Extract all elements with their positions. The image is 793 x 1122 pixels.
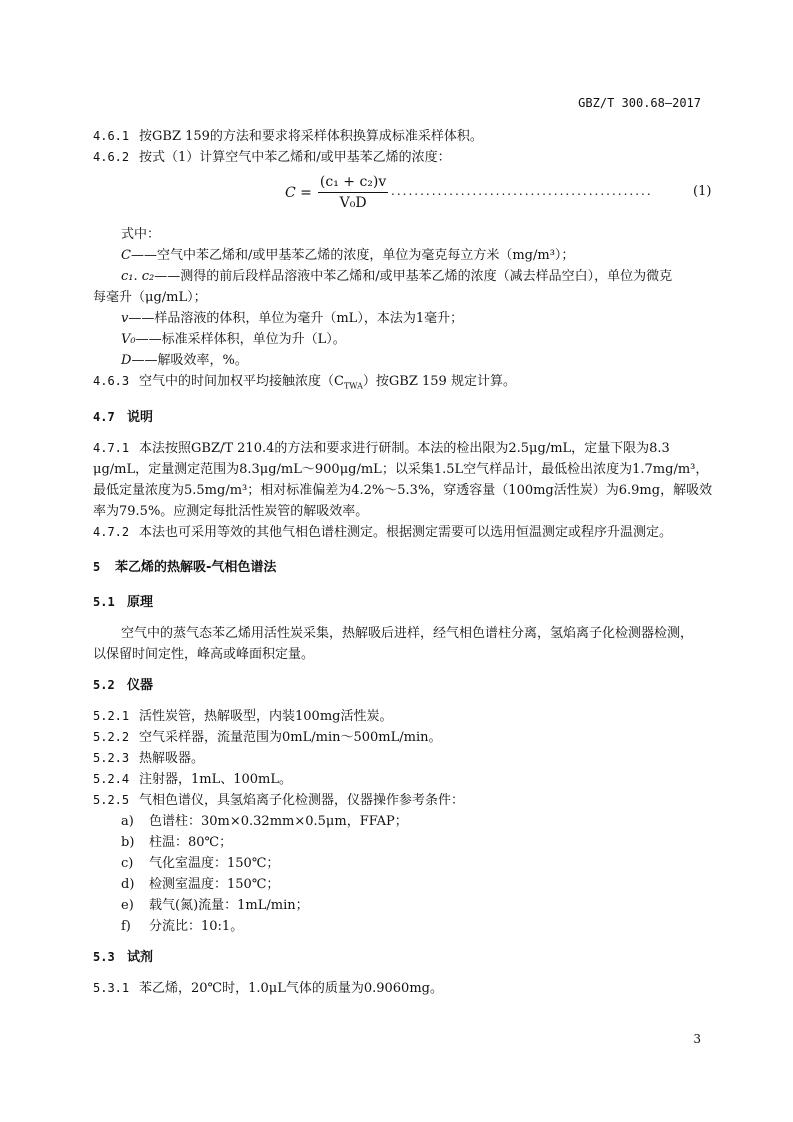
where-title: 式中： — [121, 227, 161, 242]
symbol: c₁. c₂ — [121, 269, 155, 284]
section-5-3-heading — [93, 947, 713, 968]
clause-text: 本法按照GBZ/T 210.4的方法和要求进行研制。本法的检出限为2.5μg/mL，定量下限为8.3 — [139, 440, 670, 456]
clause-text: 气相色谱仪，具氢焰离子化检测器，仪器操作参考条件： — [139, 792, 465, 808]
item-text: 分流比：10:1。 — [149, 918, 244, 934]
formula-lhs: C = — [285, 184, 312, 201]
clause-5-2-5 — [93, 790, 713, 811]
clause-5-2-4 — [93, 769, 713, 790]
document-code: GBZ/T 300.68—2017 — [578, 96, 701, 110]
section-number: 5.1 — [93, 594, 115, 609]
formula-1 — [93, 168, 713, 224]
formula-numerator: (c₁ + c₂)v — [318, 174, 388, 193]
item-label: d) — [121, 876, 135, 892]
section-4-7-heading — [93, 407, 713, 428]
condition-item — [93, 811, 713, 832]
clause-number: 5.2.4 — [93, 771, 130, 786]
where-V0 — [93, 329, 713, 350]
section-number: 5.3 — [93, 949, 115, 964]
clause-text: 按GBZ 159的方法和要求将采样体积换算成标准采样体积。 — [139, 129, 483, 144]
item-text: 检测室温度：150℃； — [149, 876, 280, 892]
section-title: 原理 — [127, 594, 154, 610]
clause-number: 5.2.1 — [93, 708, 130, 723]
section-5-2-heading — [93, 675, 713, 696]
item-text: 载气(氮)流量：1mL/min； — [149, 897, 309, 913]
clause-5-2-2 — [93, 727, 713, 748]
symbol: v — [121, 311, 129, 326]
equation-number: (1) — [693, 184, 712, 199]
where-v — [93, 308, 713, 329]
section-title: 试剂 — [127, 949, 154, 965]
clause-number: 5.2.2 — [93, 729, 130, 744]
clause-4-7-1-line-3: 最低定量浓度为5.5mg/m³；相对标准偏差为4.2%～5.3%，穿透容量（100mg活性炭）为6.9mg，解吸效 — [93, 482, 713, 498]
clause-text-end: ）按GBZ 159 规定计算。 — [362, 374, 516, 389]
definition: ——标准采样体积，单位为升（L）。 — [135, 332, 346, 347]
clause-number: 4.6.1 — [93, 129, 130, 143]
clause-5-2-1 — [93, 706, 713, 727]
principle-line-2: 以保留时间定性，峰高或峰面积定量。 — [93, 646, 315, 662]
clause-4-6-1 — [93, 126, 713, 147]
item-label: c) — [121, 855, 134, 871]
definition: ——测得的前后段样品溶液中苯乙烯和/或甲基苯乙烯的浓度（减去样品空白），单位为微克 — [154, 269, 673, 284]
where-D — [93, 350, 713, 371]
page-number: 3 — [693, 1032, 701, 1046]
clause-text: 注射器，1mL、100mL。 — [139, 771, 293, 787]
condition-item — [93, 874, 713, 895]
section-title: 说明 — [127, 409, 154, 425]
section-number: 4.7 — [93, 409, 115, 424]
definition: ——空气中苯乙烯和/或甲基苯乙烯的浓度，单位为毫克每立方米（mg/m³）； — [130, 248, 575, 263]
clause-5-2-3 — [93, 748, 713, 769]
section-title: 苯乙烯的热解吸-气相色谱法 — [115, 559, 277, 575]
where-C — [93, 245, 713, 266]
document-body — [93, 126, 713, 999]
clause-text: 活性炭管，热解吸型，内装100mg活性炭。 — [139, 708, 393, 724]
section-5-1-heading — [93, 592, 713, 613]
clause-5-3-1 — [93, 978, 713, 999]
item-text: 柱温：80℃； — [149, 834, 233, 850]
item-label: f) — [121, 918, 131, 934]
item-text: 色谱柱：30m×0.32mm×0.5μm，FFAP； — [149, 813, 408, 829]
section-number: 5 — [93, 559, 101, 574]
where-c — [93, 266, 713, 287]
clause-4-7-1-line-4: 率为79.5%。应测定每批活性炭管的解吸效率。 — [93, 503, 369, 519]
clause-number: 4.7.2 — [93, 524, 130, 539]
clause-text: 空气中的时间加权平均接触浓度（C — [139, 374, 344, 389]
condition-item — [93, 916, 713, 937]
clause-4-7-2 — [93, 522, 713, 543]
clause-4-6-2 — [93, 147, 713, 168]
clause-4-7-1-line-2: μg/mL，定量测定范围为8.3μg/mL～900μg/mL；以采集1.5L空气样品计，最低检出浓度为1.7mg/m³， — [93, 461, 709, 477]
clause-number: 5.2.3 — [93, 750, 130, 765]
symbol: V₀ — [121, 332, 136, 347]
clause-4-7-1-line-1 — [93, 438, 713, 459]
where-c-continued: 每毫升（μg/mL）； — [93, 290, 207, 305]
clause-text: 空气采样器，流量范围为0mL/min～500mL/min。 — [139, 729, 442, 745]
item-label: a) — [121, 813, 134, 829]
condition-item — [93, 832, 713, 853]
item-label: b) — [121, 834, 135, 850]
item-text: 气化室温度：150℃； — [149, 855, 280, 871]
item-label: e) — [121, 897, 134, 913]
clause-number: 4.6.2 — [93, 150, 130, 164]
condition-item — [93, 895, 713, 916]
formula-fraction — [318, 174, 388, 211]
clause-text: 按式（1）计算空气中苯乙烯和/或甲基苯乙烯的浓度： — [139, 150, 451, 165]
section-title: 仪器 — [127, 677, 154, 693]
clause-text: 本法也可采用等效的其他气相色谱柱测定。根据测定需要可以选用恒温测定或程序升温测定。 — [139, 524, 673, 540]
clause-number: 5.2.5 — [93, 792, 130, 807]
condition-item — [93, 853, 713, 874]
definition: ——样品溶液的体积，单位为毫升（mL），本法为1毫升； — [128, 311, 464, 326]
clause-number: 4.6.3 — [93, 374, 130, 388]
symbol: C — [121, 248, 131, 263]
leader-dots: ............................................. — [391, 184, 653, 198]
symbol: D — [121, 353, 132, 368]
clause-text: 热解吸器。 — [139, 750, 205, 766]
clause-number: 4.7.1 — [93, 440, 130, 455]
clause-number: 5.3.1 — [93, 980, 130, 995]
section-number: 5.2 — [93, 677, 115, 692]
subscript: TWA — [343, 381, 363, 391]
formula-denominator: V₀D — [339, 195, 367, 211]
clause-text: 苯乙烯，20℃时，1.0μL气体的质量为0.9060mg。 — [139, 980, 443, 996]
principle-line-1: 空气中的蒸气态苯乙烯用活性炭采集，热解吸后进样，经气相色谱柱分离，氢焰离子化检测器检测， — [121, 625, 694, 641]
section-5-heading — [93, 557, 713, 578]
definition: ——解吸效率，%。 — [131, 353, 248, 368]
clause-4-6-3 — [93, 371, 713, 397]
